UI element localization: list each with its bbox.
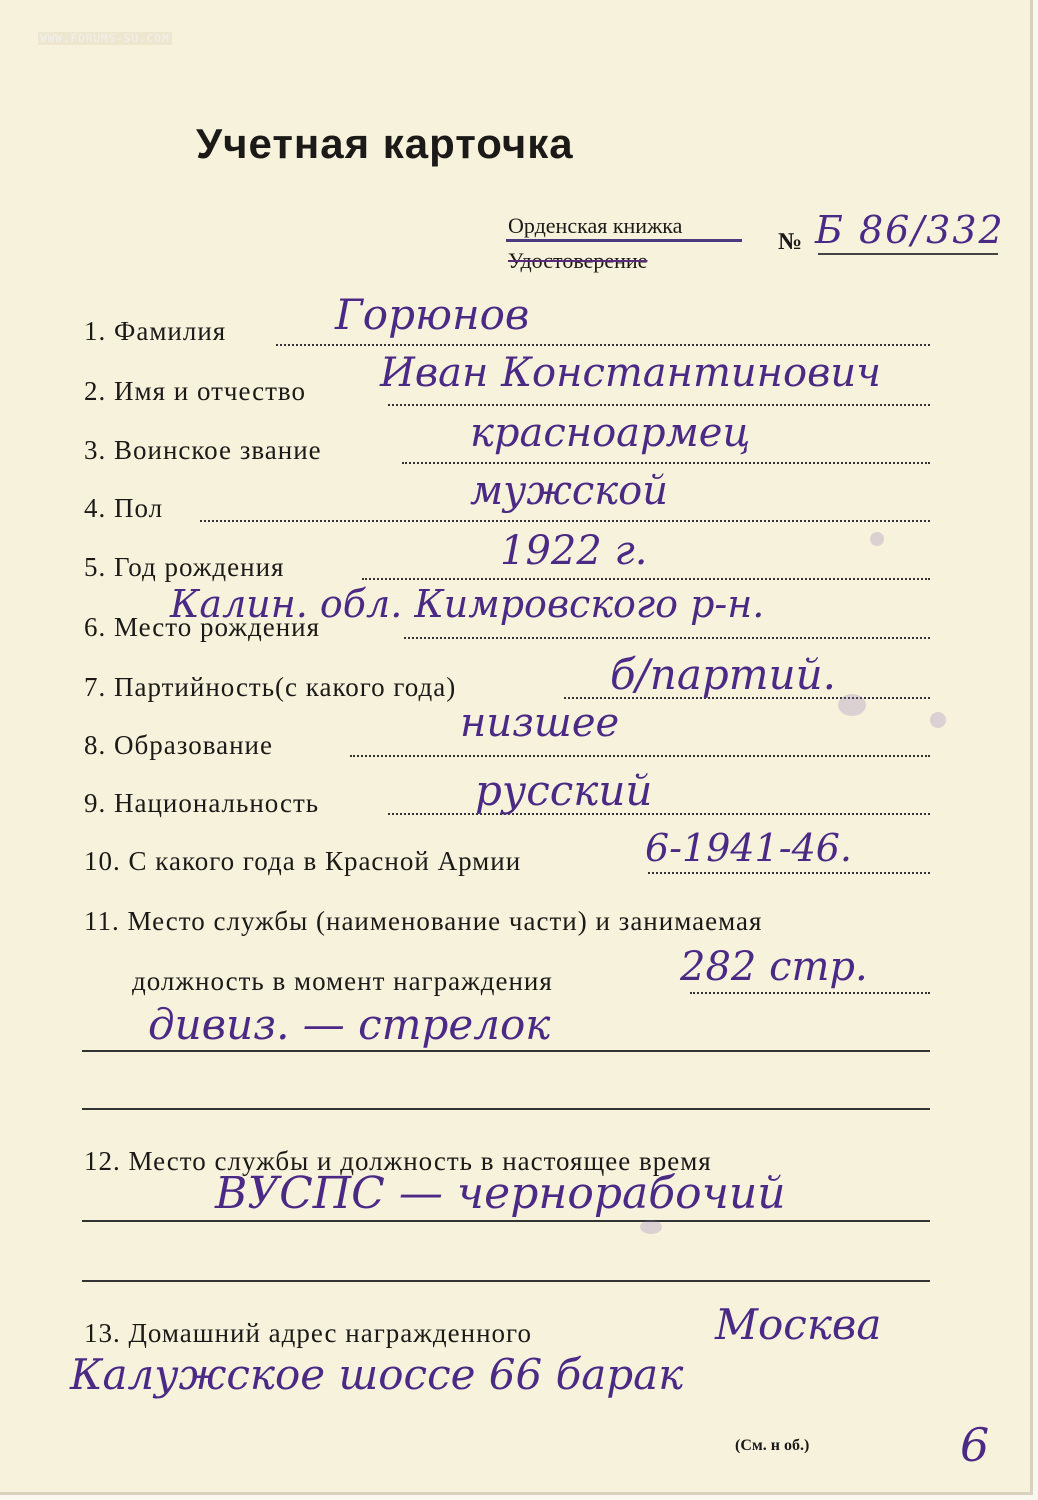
field-army-year-line (648, 872, 930, 874)
field-current-service-line-2 (82, 1280, 930, 1282)
field-birthplace-value: Калин. обл. Кимровского р-н. (170, 582, 765, 626)
field-name-label: 2. Имя и отчество (84, 376, 306, 406)
field-army-year-label: 10. С какого года в Красной Армии (84, 846, 522, 876)
book-type-certificate: Удостоверение (508, 248, 648, 273)
field-surname-label: 1. Фамилия (84, 316, 227, 346)
field-birthplace-line (404, 637, 930, 639)
field-birth-year-line (362, 578, 930, 580)
field-current-service-value: ВУСПС — чернорабочий (215, 1168, 786, 1219)
field-sex-line (200, 520, 930, 522)
number-sign: № (778, 229, 803, 255)
field-surname-line (276, 344, 930, 346)
field-service-award-value-1: 282 стр. (680, 944, 868, 990)
ink-smudge (640, 1220, 662, 1234)
field-sex-label: 4. Пол (84, 493, 164, 523)
field-nationality-value: русский (475, 766, 653, 815)
field-education-value: низшее (460, 700, 620, 746)
field-rank-line (402, 462, 930, 464)
ink-smudge (838, 694, 866, 716)
field-home-address-value-3: 6 (960, 1418, 990, 1472)
field-service-award-line-2 (82, 1050, 930, 1052)
field-service-award-line-1 (690, 992, 930, 994)
field-education-line (350, 755, 930, 757)
book-number: Б 86/332 (815, 208, 1005, 252)
field-party-value: б/партий. (610, 650, 837, 699)
field-current-service-line-1 (82, 1220, 930, 1222)
field-sex-value: мужской (470, 468, 668, 514)
number-line (818, 253, 998, 255)
field-home-address-value-2: Калужское шоссе 66 барак (70, 1350, 684, 1399)
see-reverse-note: (См. н об.) (735, 1437, 810, 1454)
field-home-address-label: 13. Домашний адрес награжденного (84, 1318, 532, 1348)
field-rank-value: красноармец (470, 410, 751, 456)
field-service-award-value-2: дивиз. — стрелок (148, 1000, 551, 1049)
field-name-value: Иван Константинович (380, 350, 882, 396)
field-nationality-label: 9. Национальность (84, 788, 320, 818)
field-service-award-line-3 (82, 1108, 930, 1110)
field-service-award-label-2: должность в момент награждения (132, 966, 553, 996)
watermark: WWW.FORUMS-SU.COM (40, 32, 170, 45)
field-birth-year-label: 5. Год рождения (84, 552, 285, 582)
field-name-line (388, 404, 930, 406)
book-type-order: Орденская книжка (508, 213, 683, 238)
field-army-year-value: 6-1941-46. (645, 826, 852, 870)
field-nationality-line (388, 813, 930, 815)
field-party-label: 7. Партийность(с какого года) (84, 672, 457, 702)
ink-smudge (870, 532, 884, 546)
choice-underline (506, 239, 742, 242)
field-birth-year-value: 1922 г. (500, 528, 648, 574)
card-title: Учетная карточка (196, 120, 574, 167)
field-education-label: 8. Образование (84, 730, 273, 760)
field-home-address-value-1: Москва (715, 1300, 882, 1349)
field-rank-label: 3. Воинское звание (84, 435, 322, 465)
field-birthplace-label: 6. Место рождения (84, 612, 321, 642)
field-service-award-label-1: 11. Место службы (наименование части) и занимаемая (84, 906, 763, 936)
field-surname-value: Горюнов (335, 290, 530, 339)
field-current-service-label: 12. Место службы и должность в настоящее время (84, 1146, 712, 1176)
ink-smudge (930, 712, 946, 728)
